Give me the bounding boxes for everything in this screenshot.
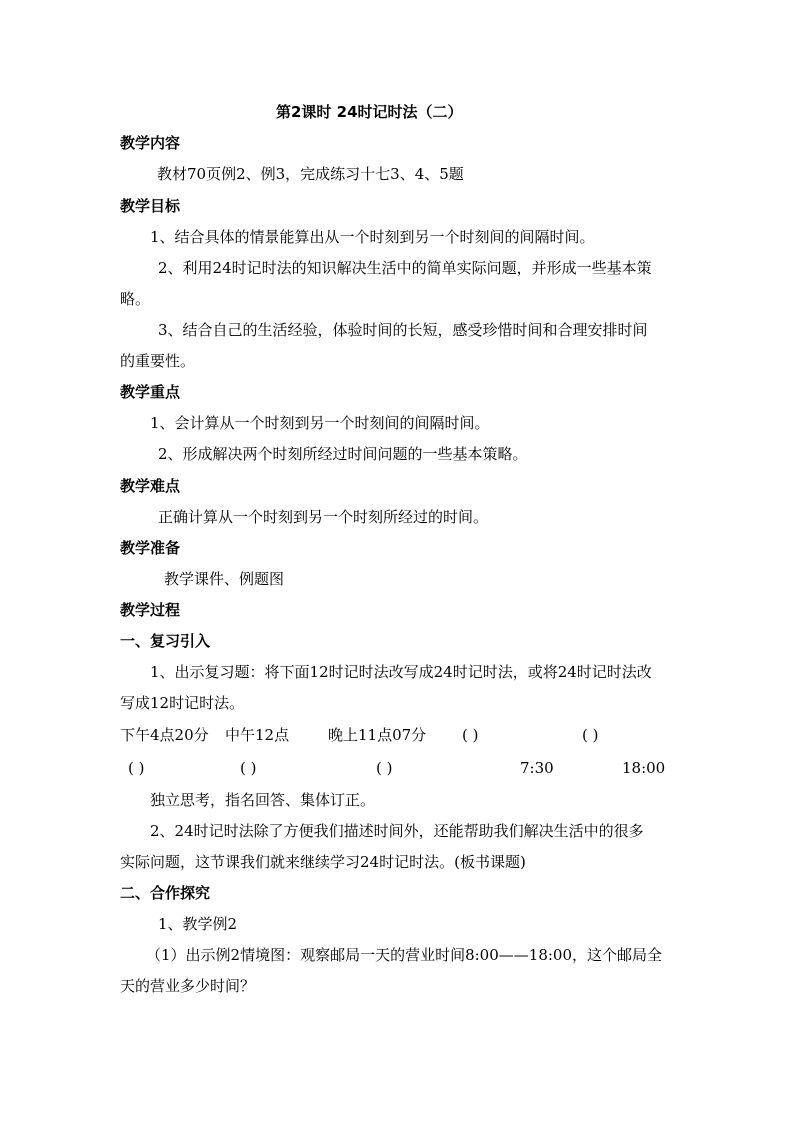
part-1-paragraph-2: 独立思考，指名回答、集体订正。 (150, 791, 376, 809)
lesson-title: 第2课时 24时记时法（二） (276, 103, 463, 121)
part-1-paragraph-1-line-1: 1、出示复习题：将下面12时记时法改写成24时记时法，或将24时记时法改 (150, 663, 652, 681)
heading-part-2: 二、合作探究 (120, 884, 211, 902)
exercise-blank: ( ) (582, 726, 599, 744)
exercise-blank: ( ) (376, 759, 393, 777)
goal-2-line-2: 略。 (120, 290, 151, 308)
heading-teaching-process: 教学过程 (120, 601, 181, 619)
part-2-item-1: 1、教学例2 (158, 915, 238, 933)
goal-3-line-1: 3、结合自己的生活经验，体验时间的长短，感受珍惜时间和合理安排时间 (158, 321, 648, 339)
goal-1: 1、结合具体的情景能算出从一个时刻到另一个时刻间的间隔时间。 (150, 228, 595, 246)
difficult-point-text: 正确计算从一个时刻到另一个时刻所经过的时间。 (158, 508, 489, 526)
part-2-question-line-2: 天的营业多少时间？ (120, 977, 256, 995)
exercise-blank: ( ) (462, 726, 479, 744)
exercise-cell: 下午4点20分 (120, 726, 209, 744)
exercise-cell: 18:00 (622, 759, 666, 777)
goal-3-line-2: 的重要性。 (120, 352, 196, 370)
preparation-text: 教学课件、例题图 (164, 570, 285, 588)
part-2-question-line-1: （1）出示例2情境图：观察邮局一天的营业时间8:00——18:00，这个邮局全 (146, 946, 663, 964)
heading-difficult-points: 教学难点 (120, 477, 181, 495)
part-1-paragraph-3-line-1: 2、24时记时法除了方便我们描述时间外，还能帮助我们解决生活中的很多 (150, 822, 644, 840)
heading-teaching-content: 教学内容 (120, 134, 181, 152)
exercise-blank: ( ) (128, 759, 145, 777)
part-1-paragraph-1-line-2: 写成12时记时法。 (120, 694, 245, 712)
key-point-1: 1、会计算从一个时刻到另一个时刻间的间隔时间。 (150, 414, 490, 432)
heading-teaching-goals: 教学目标 (120, 197, 181, 215)
goal-2-line-1: 2、利用24时记时法的知识解决生活中的简单实际问题，并形成一些基本策 (158, 259, 652, 277)
heading-preparation: 教学准备 (120, 539, 181, 557)
exercise-blank: ( ) (240, 759, 257, 777)
key-point-2: 2、形成解决两个时刻所经过时间问题的一些基本策略。 (158, 445, 528, 463)
heading-part-1: 一、复习引入 (120, 632, 211, 650)
exercise-cell: 中午12点 (225, 726, 290, 744)
part-1-paragraph-3-line-2: 实际问题，这节课我们就来继续学习24时记时法。(板书课题) (120, 853, 526, 871)
exercise-cell: 7:30 (520, 759, 554, 777)
exercise-cell: 晚上11点07分 (328, 726, 427, 744)
heading-key-points: 教学重点 (120, 383, 181, 401)
teaching-content-text: 教材70页例2、例3，完成练习十七3、4、5题 (157, 165, 464, 183)
